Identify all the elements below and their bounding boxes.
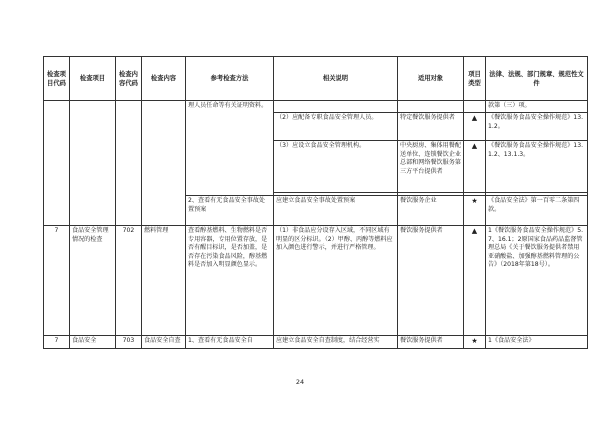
header-type: 项目类型 [464,57,486,101]
cell-content: 食品安全自查 [142,336,186,349]
cell-empty [116,101,142,226]
cell-target: 餐饮服务提供者 [398,336,464,349]
cell-law: 款第（三）项。 [486,101,588,113]
cell-law: 1《食品安全法》 [486,336,588,349]
cell-item-code: 7 [44,226,70,336]
cell-empty [464,101,486,113]
inspection-table [43,56,588,349]
table-row [44,101,588,113]
cell-empty [142,101,186,226]
header-item-code: 检查项目代码 [44,57,70,101]
cell-type: ★ [464,336,486,349]
cell-law: 《餐饮服务食品安全操作规范》13.1.2、13.1.3。 [486,141,588,193]
cell-note: （2）应配备专职食品安全管理人员。 [274,113,398,141]
cell-empty [70,101,116,226]
cell-target: 特定餐饮服务提供者 [398,113,464,141]
cell-target: 中央厨房、集体用餐配送单位、连锁餐饮企业总部和网络餐饮服务第三方平台提供者 [398,141,464,193]
cell-note: （1）非食品应分设存入区域，不同区域有明显的区分标识。（2）甲醇、丙醇等燃料应加入颜色进行警示，并进行严格管理。 [274,226,398,336]
header-law: 法律、法规、部门规章、规范性文件 [486,57,588,101]
cell-law: 1《餐饮服务食品安全操作规范》5.7、16.1；2原国家食品药品监督管理总局《关于餐饮服务提供者禁用亚硝酸盐、加强醇基燃料管理的公告》（2018年第18号）。 [486,226,588,336]
cell-target: 餐饮服务提供者 [398,226,464,336]
cell-target: 餐饮服务企业 [398,196,464,226]
header-note: 相关说明 [274,57,398,101]
cell-method: 2、查看有无食品安全事故处置预案 [186,196,274,226]
cell-type: ▲ [464,141,486,193]
cell-content-code: 703 [116,336,142,349]
header-content: 检查内容 [142,57,186,101]
cell-content-code: 702 [116,226,142,336]
cell-note: 应建立食品安全自查制度，结合经营实 [274,336,398,349]
cell-law: 《餐饮服务食品安全操作规范》13.1.2。 [486,113,588,141]
header-method: 参考检查方法 [186,57,274,101]
table-row [44,336,588,349]
header-target: 适用对象 [398,57,464,101]
cell-method: 1、查看有无食品安全自 [186,336,274,349]
cell-item: 食品安全管理情况的检查 [70,226,116,336]
cell-law: 《食品安全法》第一百零二条第四款。 [486,196,588,226]
cell-type: ▲ [464,113,486,141]
table-row [44,226,588,336]
cell-item: 食品安全 [70,336,116,349]
cell-empty [398,101,464,113]
cell-note: （3）应设立食品安全管理机构。 [274,141,398,193]
cell-type: ▲ [464,226,486,336]
table-header-row [44,57,588,101]
header-content-code: 检查内容代码 [116,57,142,101]
cell-note: 应建立食品安全事故处置预案 [274,196,398,226]
cell-empty [274,101,398,113]
header-item: 检查项目 [70,57,116,101]
cell-item-code: 7 [44,336,70,349]
cell-method: 理人员任命等有关证明资料。 [186,101,274,196]
cell-type: ★ [464,196,486,226]
cell-empty [44,101,70,226]
cell-method: 查看醇基燃料、生物燃料是否专用容器，专用位置存放，是否有醒目标识，是否加盖，是否存在污染食品风险，醇基燃料是否加入明显颜色显示。 [186,226,274,336]
cell-content: 燃料管理 [142,226,186,336]
page-number: 24 [295,378,305,386]
